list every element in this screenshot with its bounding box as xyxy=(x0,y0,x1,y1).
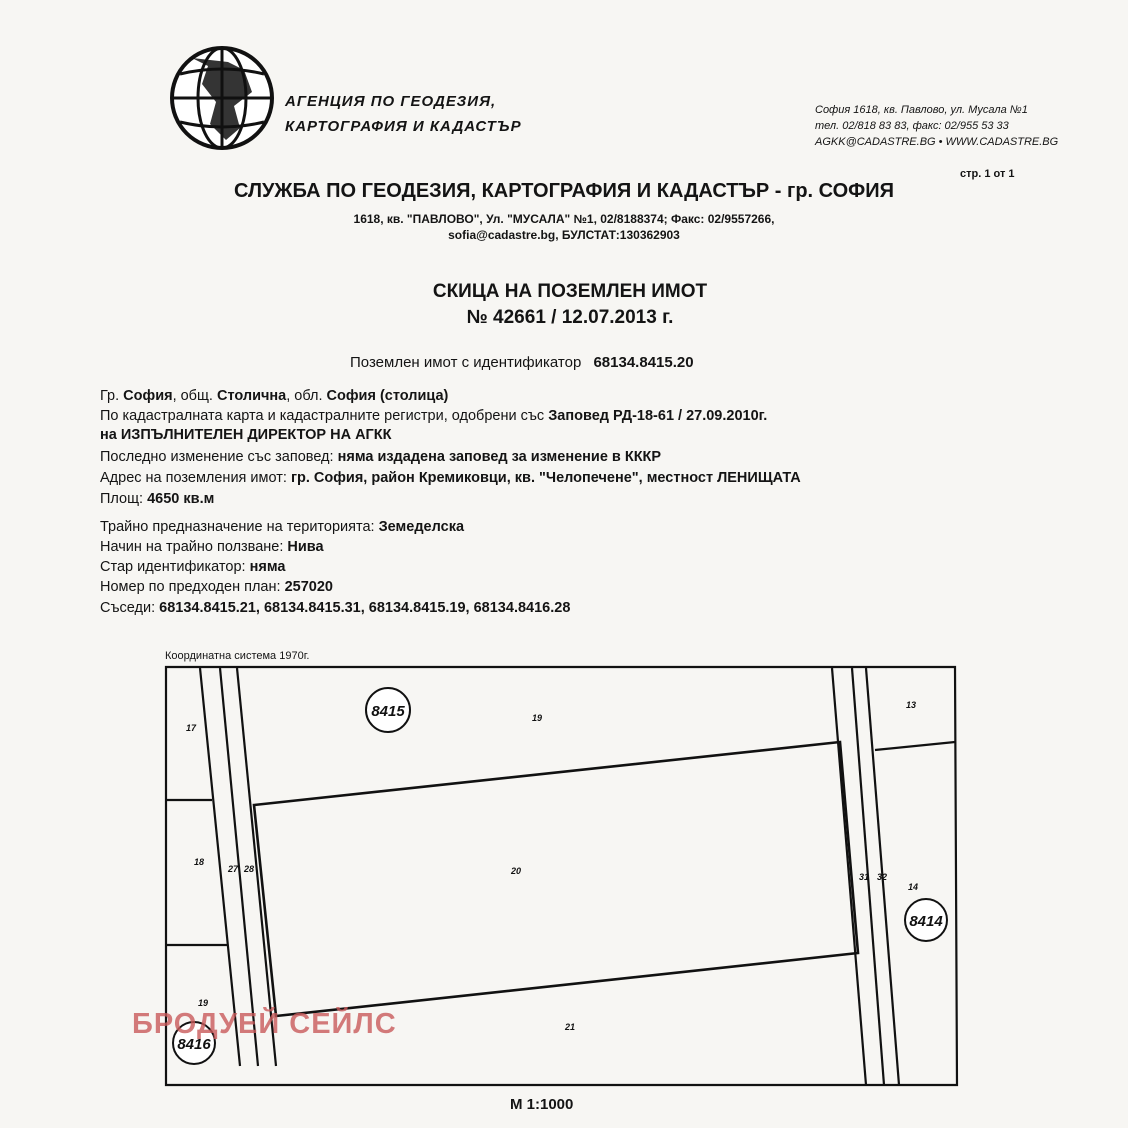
parcel-13-label: 13 xyxy=(906,700,917,710)
page-number: стр. 1 от 1 xyxy=(960,168,1015,180)
prev-plan-label: Номер по предходен план: xyxy=(100,579,281,595)
zone-8416-label: 8416 xyxy=(177,1036,211,1053)
parcel-18-label: 18 xyxy=(194,857,205,867)
sketch-number: № 42661 / 12.07.2013 г. xyxy=(466,307,674,328)
road-28-label: 28 xyxy=(244,864,255,874)
usage-label: Начин на трайно ползване: xyxy=(100,539,284,555)
road-left-edge-3 xyxy=(237,668,276,1066)
usage-value: Нива xyxy=(287,539,324,555)
agency-name-line1: АГЕНЦИЯ ПО ГЕОДЕЗИЯ, xyxy=(285,93,497,110)
watermark: БРОДУЕЙ СЕЙЛС xyxy=(132,1008,397,1040)
divider-13-14 xyxy=(875,742,955,750)
identifier-label: Поземлен имот с идентификатор xyxy=(350,354,582,371)
area-value: 4650 кв.м xyxy=(147,491,215,507)
last-change-label: Последно изменение със заповед: xyxy=(100,449,334,465)
property-20-boundary xyxy=(254,742,858,1016)
cadastral-text: По кадастралната карта и кадастралните регистри, одобрени със xyxy=(100,408,545,424)
map-scale: М 1:1000 xyxy=(510,1096,574,1113)
purpose-label: Трайно предназначение на територията: xyxy=(100,519,375,535)
road-27-label: 27 xyxy=(228,864,239,874)
location-gr: Гр. xyxy=(100,388,120,404)
coordinate-system: Координатна система 1970г. xyxy=(165,650,310,662)
purpose-value: Земеделска xyxy=(378,519,465,535)
parcel-21-label: 21 xyxy=(565,1022,576,1032)
address-value: гр. София, район Кремиковци, кв. "Челопечене", местност ЛЕНИЩАТА xyxy=(290,470,801,486)
parcel-17-label: 17 xyxy=(186,723,197,733)
agency-web: AGKK@CADASTRE.BG • WWW.CADASTRE.BG xyxy=(815,136,1059,148)
agency-phone: тел. 02/818 83 83, факс: 02/955 53 33 xyxy=(815,120,1009,132)
old-id-value: няма xyxy=(249,559,286,575)
road-32-label: 32 xyxy=(877,872,888,882)
last-change-value: няма издадена заповед за изменение в КККР xyxy=(337,449,662,465)
agency-name-line2: КАРТОГРАФИЯ И КАДАСТЪР xyxy=(285,118,522,135)
address-label: Адрес на поземления имот: xyxy=(100,470,287,486)
identifier-value: 68134.8415.20 xyxy=(593,354,694,371)
parcel-19-left-label: 19 xyxy=(198,998,209,1008)
director: на ИЗПЪЛНИТЕЛЕН ДИРЕКТОР НА АГКК xyxy=(100,427,392,443)
sketch-title: СКИЦА НА ПОЗЕМЛЕН ИМОТ xyxy=(432,281,708,302)
old-id-label: Стар идентификатор: xyxy=(100,559,246,575)
service-email: sofia@cadastre.bg, БУЛСТАТ:130362903 xyxy=(448,228,680,242)
parcel-19-top-label: 19 xyxy=(532,713,543,723)
service-title: СЛУЖБА ПО ГЕОДЕЗИЯ, КАРТОГРАФИЯ И КАДАСТЪР - гр. СОФИЯ xyxy=(234,180,894,202)
zone-8415-label: 8415 xyxy=(371,703,405,720)
prev-plan-value: 257020 xyxy=(284,579,333,595)
location-obsht: , общ. xyxy=(172,388,213,404)
location-municipality: Столична xyxy=(216,388,287,404)
approval-order: Заповед РД-18-61 / 27.09.2010г. xyxy=(548,408,768,424)
location-region: София (столица) xyxy=(326,388,449,404)
neighbors-label: Съседи: xyxy=(100,600,156,616)
area-label: Площ: xyxy=(100,491,144,507)
service-address: 1618, кв. "ПАВЛОВО", Ул. "МУСАЛА" №1, 02/8188374; Факс: 02/9557266, xyxy=(353,212,775,226)
agency-address: София 1618, кв. Павлово, ул. Мусала №1 xyxy=(815,104,1028,116)
neighbors-value: 68134.8415.21, 68134.8415.31, 68134.8415.19, 68134.8416.28 xyxy=(159,600,571,616)
parcel-20-label: 20 xyxy=(511,866,522,876)
zone-8414-label: 8414 xyxy=(909,913,943,930)
location-obl: , обл. xyxy=(286,388,323,404)
road-31-label: 31 xyxy=(859,872,870,882)
parcel-14-label: 14 xyxy=(908,882,919,892)
location-city: София xyxy=(123,388,173,404)
